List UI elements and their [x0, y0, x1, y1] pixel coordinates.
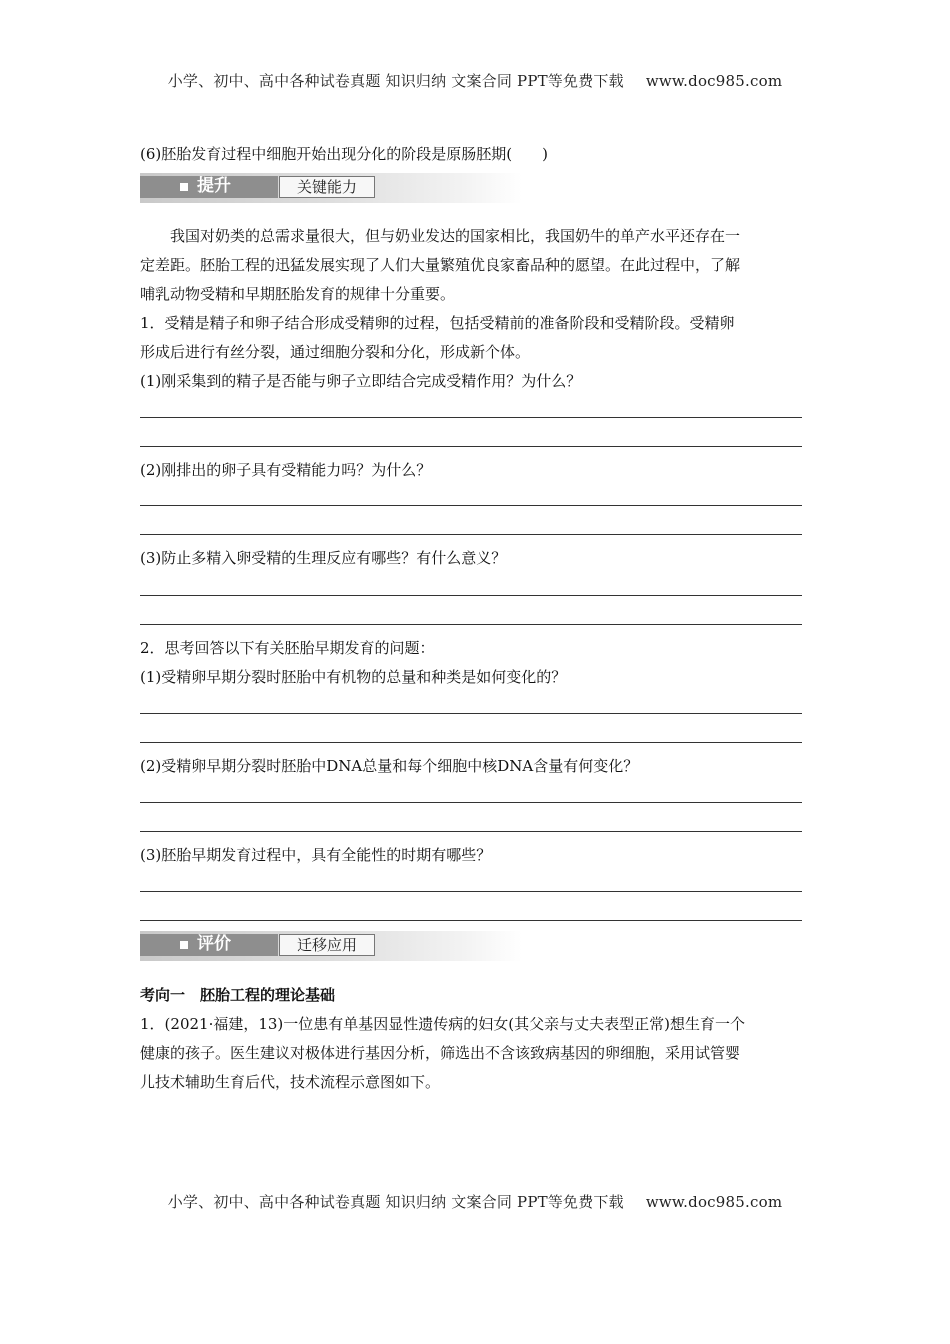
answer-line — [140, 831, 802, 832]
answer-line — [140, 446, 802, 447]
q1-stem-line-2: 形成后进行有丝分裂，通过细胞分裂和分化，形成新个体。 — [140, 343, 531, 361]
footer-url: www.doc985.com — [645, 1193, 783, 1211]
intro-line-1: 我国对奶类的总需求量很大，但与奶业发达的国家相比，我国奶牛的单产水平还存在一 — [140, 227, 741, 245]
q2-sub2: (2)受精卵早期分裂时胚胎中DNA总量和每个细胞中核DNA含量有何变化？ — [140, 757, 639, 775]
section-subtitle: 迁移应用 — [279, 934, 375, 956]
answer-line — [140, 920, 802, 921]
answer-line — [140, 417, 802, 418]
answer-line — [140, 505, 802, 506]
q2-stem: 2．思考回答以下有关胚胎早期发育的问题： — [140, 639, 435, 657]
p1-line-3: 儿技术辅助生育后代，技术流程示意图如下。 — [140, 1073, 441, 1091]
square-bullet-icon — [180, 183, 188, 191]
square-bullet-icon — [180, 941, 188, 949]
intro-line-2: 定差距。胚胎工程的迅猛发展实现了人们大量繁殖优良家畜品种的愿望。在此过程中，了解 — [140, 256, 741, 274]
footer-text: 小学、初中、高中各种试卷真题 知识归纳 文案合同 PPT等免费下载 — [167, 1193, 624, 1211]
q1-sub1: (1)刚采集到的精子是否能与卵子立即结合完成受精作用？为什么？ — [140, 372, 582, 390]
page-footer — [0, 1191, 950, 1212]
answer-line — [140, 742, 802, 743]
answer-line — [140, 624, 802, 625]
answer-line — [140, 534, 802, 535]
judge-item: (6)胚胎发育过程中细胞开始出现分化的阶段是原肠胚期( ) — [140, 145, 548, 163]
header-text: 小学、初中、高中各种试卷真题 知识归纳 文案合同 PPT等免费下载 — [167, 72, 624, 90]
intro-line-3: 哺乳动物受精和早期胚胎发育的规律十分重要。 — [140, 285, 456, 303]
answer-line — [140, 802, 802, 803]
section-subtitle: 关键能力 — [279, 176, 375, 198]
section-bar-pingjia — [140, 931, 522, 961]
section-bar-tisheng — [140, 173, 522, 203]
page-header — [0, 70, 950, 91]
q1-sub2: (2)刚排出的卵子具有受精能力吗？为什么？ — [140, 461, 432, 479]
section-title: 评价 — [197, 934, 231, 954]
q1-sub3: (3)防止多精入卵受精的生理反应有哪些？有什么意义？ — [140, 549, 507, 567]
p1-line-2: 健康的孩子。医生建议对极体进行基因分析，筛选出不含该致病基因的卵细胞，采用试管婴 — [140, 1044, 741, 1062]
q1-stem-line-1: 1．受精是精子和卵子结合形成受精卵的过程，包括受精前的准备阶段和受精阶段。受精卵 — [140, 314, 735, 332]
q2-sub3: (3)胚胎早期发育过程中，具有全能性的时期有哪些？ — [140, 846, 492, 864]
section-title: 提升 — [197, 176, 231, 196]
answer-line — [140, 713, 802, 714]
direction-heading: 考向一 胚胎工程的理论基础 — [140, 986, 336, 1004]
header-url: www.doc985.com — [645, 72, 783, 90]
q2-sub1: (1)受精卵早期分裂时胚胎中有机物的总量和种类是如何变化的？ — [140, 668, 567, 686]
p1-line-1: 1．(2021·福建，13)一位患有单基因显性遗传病的妇女(其父亲与丈夫表型正常)想生育一个 — [140, 1015, 745, 1033]
answer-line — [140, 595, 802, 596]
answer-line — [140, 891, 802, 892]
